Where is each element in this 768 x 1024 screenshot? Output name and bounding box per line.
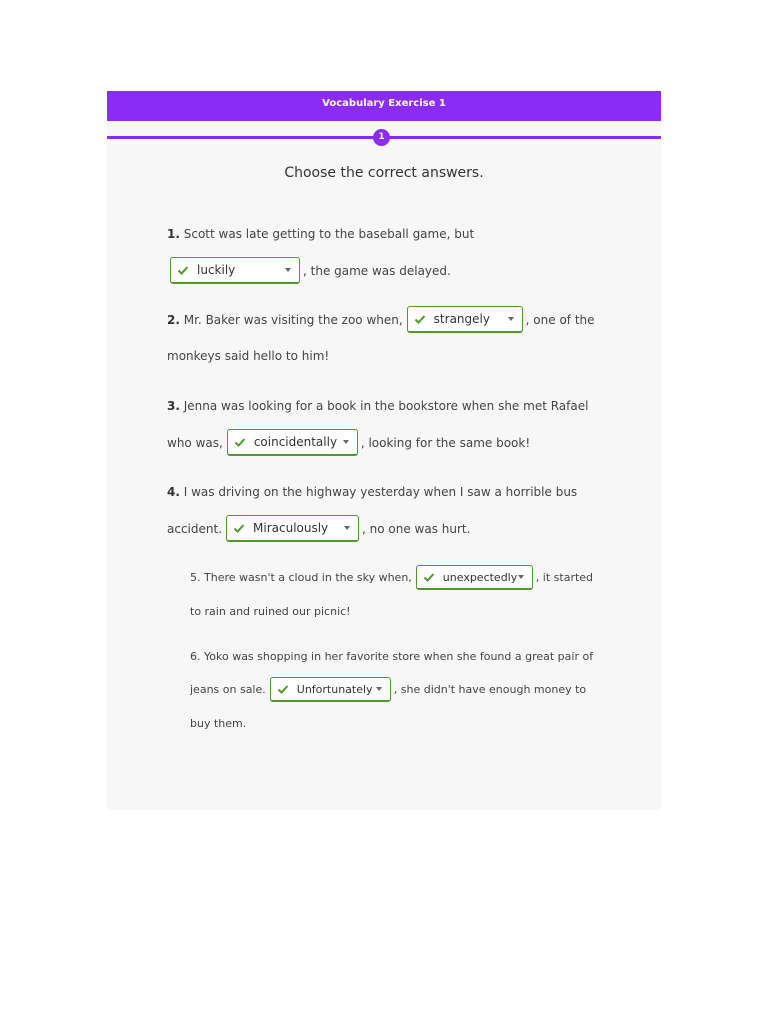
question-5: 5. There wasn't a cloud in the sky when, unexpectedly , it started [190,565,593,590]
progress-step-badge[interactable]: 1 [373,129,390,146]
exercise-title: Vocabulary Exercise 1 [107,91,661,121]
question-1-answer-line: luckily , the game was delayed. [166,257,451,284]
question-4-answer-line: accident. Miraculously , no one was hurt. [167,515,470,542]
question-2-cont: monkeys said hello to him! [167,349,330,363]
check-icon [423,571,435,583]
answer-dropdown-4[interactable]: Miraculously [226,515,359,542]
chevron-down-icon [285,268,291,272]
answer-dropdown-3[interactable]: coincidentally [227,429,358,456]
chevron-down-icon [343,440,349,444]
check-icon [277,683,289,695]
chevron-down-icon [344,526,350,530]
answer-dropdown-1[interactable]: luckily [170,257,300,284]
question-6-cont: buy them. [190,717,247,730]
chevron-down-icon [518,575,524,579]
question-6: 6. Yoko was shopping in her favorite store when she found a great pair of [190,650,594,663]
question-5-cont: to rain and ruined our picnic! [190,605,351,618]
check-icon [233,522,245,534]
chevron-down-icon [376,687,382,691]
chevron-down-icon [508,317,514,321]
check-icon [234,436,246,448]
exercise-card [107,91,661,810]
question-6-answer-line: jeans on sale. Unfortunately , she didn't have enough money to [190,677,586,702]
question-3-answer-line: who was, coincidentally , looking for the same book! [167,429,530,456]
question-1: 1. Scott was late getting to the baseball game, but [167,227,475,241]
question-2: 2. Mr. Baker was visiting the zoo when, strangely , one of the [167,306,595,333]
question-3: 3. Jenna was looking for a book in the bookstore when she met Rafael [167,399,589,413]
answer-dropdown-2[interactable]: strangely [407,306,523,333]
check-icon [177,264,189,276]
question-4: 4. I was driving on the highway yesterday when I saw a horrible bus [167,485,578,499]
check-icon [414,313,426,325]
answer-dropdown-6[interactable]: Unfortunately [270,677,391,702]
answer-dropdown-5[interactable]: unexpectedly [416,565,533,590]
instruction-heading: Choose the correct answers. [284,165,484,181]
